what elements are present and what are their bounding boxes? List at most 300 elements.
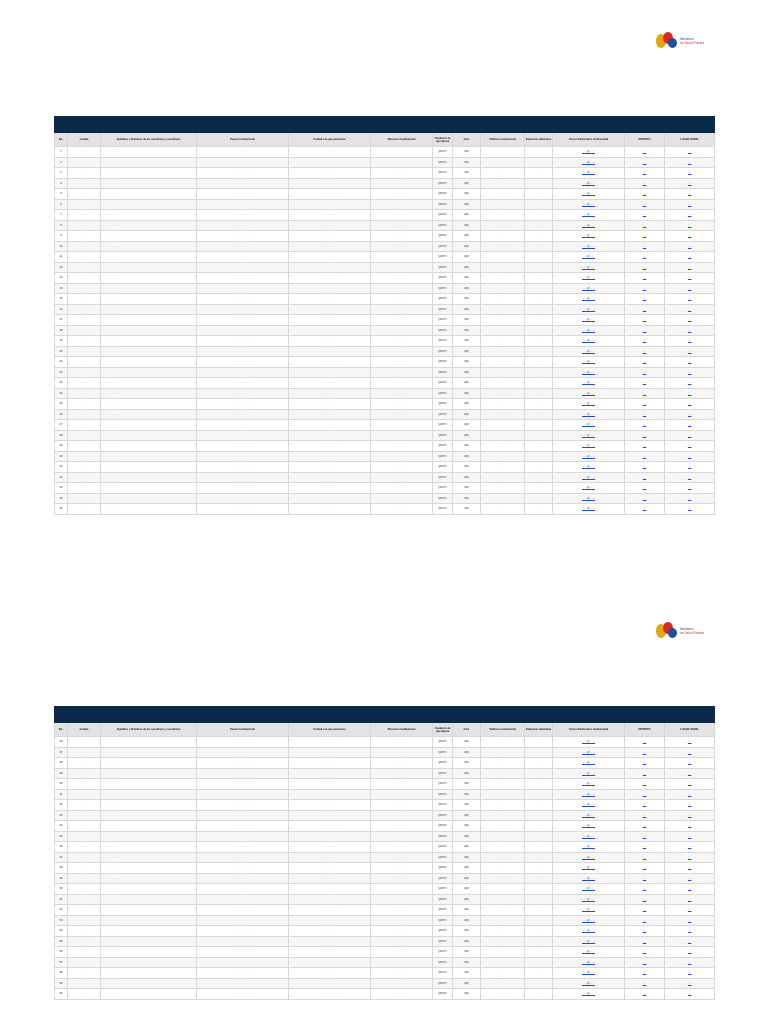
district-link[interactable]: ····	[625, 758, 665, 769]
zonal-link[interactable]: ····	[665, 409, 715, 420]
zonal-link[interactable]: ····	[665, 441, 715, 452]
zonal-link[interactable]: ····	[665, 504, 715, 515]
district-link[interactable]: ····	[625, 409, 665, 420]
area-code-cell: (02)	[453, 367, 481, 378]
email-link[interactable]: ······@······	[553, 789, 625, 800]
unit-cell: ··················	[289, 989, 371, 1000]
zonal-link[interactable]: ····	[665, 315, 715, 326]
table-row	[55, 842, 715, 853]
zonal-link[interactable]: ····	[665, 367, 715, 378]
address-cell: ···········	[371, 273, 433, 284]
phone-cell: ··· ····	[481, 873, 525, 884]
zonal-link[interactable]: ····	[665, 493, 715, 504]
email-link[interactable]: ······@······	[553, 210, 625, 221]
city-cell: QUITO	[433, 430, 453, 441]
email-link[interactable]: ······@······	[553, 894, 625, 905]
area-code-cell: (02)	[453, 294, 481, 305]
phone-cell: ··· ····	[481, 147, 525, 158]
district-link[interactable]: ····	[625, 483, 665, 494]
district-link[interactable]: ····	[625, 220, 665, 231]
email-link[interactable]: ······@······	[553, 220, 625, 231]
zonal-link[interactable]: ····	[665, 810, 715, 821]
email-link[interactable]: ······@······	[553, 947, 625, 958]
email-link[interactable]: ······@······	[553, 252, 625, 263]
zonal-link[interactable]: ····	[665, 262, 715, 273]
cedula-cell: ··········	[68, 936, 101, 947]
zonal-link[interactable]: ····	[665, 789, 715, 800]
zonal-link[interactable]: ····	[665, 936, 715, 947]
email-link[interactable]: ······@······	[553, 315, 625, 326]
district-link[interactable]: ····	[625, 451, 665, 462]
email-link[interactable]: ······@······	[553, 493, 625, 504]
email-link[interactable]: ······@······	[553, 325, 625, 336]
position-cell: ····················	[197, 957, 289, 968]
district-link[interactable]: ····	[625, 936, 665, 947]
unit-cell: ··················	[289, 947, 371, 958]
district-link[interactable]: ····	[625, 789, 665, 800]
employee-name-cell: ····················	[101, 842, 197, 853]
zonal-link[interactable]: ····	[665, 231, 715, 242]
district-link[interactable]: ····	[625, 821, 665, 832]
district-link[interactable]: ····	[625, 346, 665, 357]
zonal-link[interactable]: ····	[665, 220, 715, 231]
zonal-link[interactable]: ····	[665, 968, 715, 979]
zonal-link[interactable]: ····	[665, 199, 715, 210]
position-cell: ····················	[197, 472, 289, 483]
district-link[interactable]: ····	[625, 378, 665, 389]
unit-cell: ··················	[289, 936, 371, 947]
unit-cell: ··················	[289, 441, 371, 452]
employee-name-cell: ····················	[101, 241, 197, 252]
employee-name-cell: ····················	[101, 884, 197, 895]
ministry-logo-text: Ministerio de Salud Pública	[680, 627, 704, 635]
area-code-cell: (02)	[453, 483, 481, 494]
unit-cell: ··················	[289, 283, 371, 294]
zonal-link[interactable]: ····	[665, 905, 715, 916]
zonal-link[interactable]: ····	[665, 483, 715, 494]
city-cell: QUITO	[433, 304, 453, 315]
email-link[interactable]: ······@······	[553, 504, 625, 515]
district-link[interactable]: ····	[625, 842, 665, 853]
column-header: LUGAR ZONAL	[665, 133, 715, 147]
area-code-cell: (02)	[453, 189, 481, 200]
extension-cell: ····	[525, 273, 553, 284]
unit-cell: ··················	[289, 863, 371, 874]
phone-cell: ··· ····	[481, 905, 525, 916]
email-link[interactable]: ······@······	[553, 768, 625, 779]
extension-cell: ····	[525, 758, 553, 769]
zonal-link[interactable]: ····	[665, 915, 715, 926]
zonal-link[interactable]: ····	[665, 378, 715, 389]
district-link[interactable]: ····	[625, 957, 665, 968]
district-link[interactable]: ····	[625, 800, 665, 811]
extension-cell: ····	[525, 968, 553, 979]
extension-cell: ····	[525, 472, 553, 483]
district-link[interactable]: ····	[625, 947, 665, 958]
zonal-link[interactable]: ····	[665, 357, 715, 368]
email-link[interactable]: ······@······	[553, 483, 625, 494]
cedula-cell: ··········	[68, 294, 101, 305]
email-link[interactable]: ······@······	[553, 915, 625, 926]
zonal-link[interactable]: ····	[665, 189, 715, 200]
district-link[interactable]: ····	[625, 989, 665, 1000]
district-link[interactable]: ····	[625, 831, 665, 842]
area-code-cell: (02)	[453, 441, 481, 452]
district-link[interactable]: ····	[625, 873, 665, 884]
email-link[interactable]: ······@······	[553, 451, 625, 462]
email-link[interactable]: ······@······	[553, 472, 625, 483]
address-cell: ···········	[371, 978, 433, 989]
row-number-cell: 20	[55, 346, 68, 357]
city-cell: QUITO	[433, 168, 453, 179]
address-cell: ···········	[371, 315, 433, 326]
district-link[interactable]: ····	[625, 472, 665, 483]
city-cell: QUITO	[433, 388, 453, 399]
email-link[interactable]: ······@······	[553, 168, 625, 179]
address-cell: ···········	[371, 220, 433, 231]
address-cell: ···········	[371, 147, 433, 158]
zonal-link[interactable]: ····	[665, 779, 715, 790]
unit-cell: ··················	[289, 336, 371, 347]
zonal-link[interactable]: ····	[665, 346, 715, 357]
ministry-logo-mark-icon	[656, 622, 678, 640]
email-link[interactable]: ······@······	[553, 989, 625, 1000]
zonal-link[interactable]: ····	[665, 388, 715, 399]
zonal-link[interactable]: ····	[665, 978, 715, 989]
zonal-link[interactable]: ····	[665, 336, 715, 347]
row-number-cell: 52	[55, 905, 68, 916]
zonal-link[interactable]: ····	[665, 863, 715, 874]
area-code-cell: (02)	[453, 462, 481, 473]
email-link[interactable]: ······@······	[553, 388, 625, 399]
district-link[interactable]: ····	[625, 420, 665, 431]
district-link[interactable]: ····	[625, 199, 665, 210]
table-row	[55, 241, 715, 252]
email-link[interactable]: ······@······	[553, 430, 625, 441]
cedula-cell: ··········	[68, 304, 101, 315]
email-link[interactable]: ······@······	[553, 747, 625, 758]
zonal-link[interactable]: ····	[665, 283, 715, 294]
city-cell: QUITO	[433, 283, 453, 294]
district-link[interactable]: ····	[625, 241, 665, 252]
position-cell: ····················	[197, 483, 289, 494]
row-number-cell: 47	[55, 852, 68, 863]
district-link[interactable]: ····	[625, 157, 665, 168]
district-link[interactable]: ····	[625, 189, 665, 200]
area-code-cell: (02)	[453, 199, 481, 210]
district-link[interactable]: ····	[625, 399, 665, 410]
zonal-link[interactable]: ····	[665, 304, 715, 315]
zonal-link[interactable]: ····	[665, 273, 715, 284]
table-row	[55, 978, 715, 989]
column-header: Teléfono institucional	[481, 133, 525, 147]
row-number-cell: 24	[55, 388, 68, 399]
city-cell: QUITO	[433, 789, 453, 800]
position-cell: ····················	[197, 779, 289, 790]
table-row	[55, 210, 715, 221]
zonal-link[interactable]: ····	[665, 852, 715, 863]
email-link[interactable]: ······@······	[553, 399, 625, 410]
email-link[interactable]: ······@······	[553, 968, 625, 979]
phone-cell: ··· ····	[481, 441, 525, 452]
employee-name-cell: ····················	[101, 388, 197, 399]
address-cell: ···········	[371, 947, 433, 958]
district-link[interactable]: ····	[625, 304, 665, 315]
email-link[interactable]: ······@······	[553, 810, 625, 821]
zonal-link[interactable]: ····	[665, 147, 715, 158]
email-link[interactable]: ······@······	[553, 199, 625, 210]
district-link[interactable]: ····	[625, 737, 665, 748]
zonal-link[interactable]: ····	[665, 399, 715, 410]
email-link[interactable]: ······@······	[553, 863, 625, 874]
zonal-link[interactable]: ····	[665, 462, 715, 473]
cedula-cell: ··········	[68, 779, 101, 790]
cedula-cell: ··········	[68, 989, 101, 1000]
district-link[interactable]: ····	[625, 357, 665, 368]
district-link[interactable]: ····	[625, 388, 665, 399]
extension-cell: ····	[525, 378, 553, 389]
email-link[interactable]: ······@······	[553, 367, 625, 378]
email-link[interactable]: ······@······	[553, 420, 625, 431]
district-link[interactable]: ····	[625, 147, 665, 158]
row-number-cell: 18	[55, 325, 68, 336]
email-link[interactable]: ······@······	[553, 737, 625, 748]
email-link[interactable]: ······@······	[553, 957, 625, 968]
row-number-cell: 25	[55, 399, 68, 410]
district-link[interactable]: ····	[625, 779, 665, 790]
email-link[interactable]: ······@······	[553, 357, 625, 368]
extension-cell: ····	[525, 315, 553, 326]
zonal-link[interactable]: ····	[665, 420, 715, 431]
city-cell: QUITO	[433, 441, 453, 452]
table-row	[55, 252, 715, 263]
zonal-link[interactable]: ····	[665, 210, 715, 221]
email-link[interactable]: ······@······	[553, 978, 625, 989]
row-number-cell: 38	[55, 758, 68, 769]
zonal-link[interactable]: ····	[665, 252, 715, 263]
district-link[interactable]: ····	[625, 336, 665, 347]
employee-name-cell: ····················	[101, 252, 197, 263]
district-link[interactable]: ····	[625, 325, 665, 336]
unit-cell: ··················	[289, 768, 371, 779]
district-link[interactable]: ····	[625, 294, 665, 305]
position-cell: ····················	[197, 304, 289, 315]
zonal-link[interactable]: ····	[665, 800, 715, 811]
document-page-2	[0, 560, 768, 1024]
row-number-cell: 36	[55, 737, 68, 748]
cedula-cell: ··········	[68, 747, 101, 758]
table-row	[55, 957, 715, 968]
ministry-logo	[656, 622, 716, 640]
district-link[interactable]: ····	[625, 252, 665, 263]
city-cell: QUITO	[433, 968, 453, 979]
email-link[interactable]: ······@······	[553, 905, 625, 916]
district-link[interactable]: ····	[625, 168, 665, 179]
district-link[interactable]: ····	[625, 493, 665, 504]
district-link[interactable]: ····	[625, 283, 665, 294]
email-link[interactable]: ······@······	[553, 873, 625, 884]
district-link[interactable]: ····	[625, 884, 665, 895]
position-cell: ····················	[197, 462, 289, 473]
district-link[interactable]: ····	[625, 430, 665, 441]
directory-table-page-2	[54, 706, 715, 1000]
zonal-link[interactable]: ····	[665, 831, 715, 842]
email-link[interactable]: ······@······	[553, 283, 625, 294]
email-link[interactable]: ······@······	[553, 936, 625, 947]
email-link[interactable]: ······@······	[553, 409, 625, 420]
column-header: No.	[55, 723, 68, 737]
district-link[interactable]: ····	[625, 273, 665, 284]
area-code-cell: (02)	[453, 831, 481, 842]
area-code-cell: (02)	[453, 947, 481, 958]
district-link[interactable]: ····	[625, 905, 665, 916]
employee-name-cell: ····················	[101, 873, 197, 884]
unit-cell: ··················	[289, 747, 371, 758]
column-header: Puesto Institucional	[197, 133, 289, 147]
district-link[interactable]: ····	[625, 231, 665, 242]
employee-name-cell: ····················	[101, 378, 197, 389]
cedula-cell: ··········	[68, 357, 101, 368]
district-link[interactable]: ····	[625, 178, 665, 189]
email-link[interactable]: ······@······	[553, 157, 625, 168]
zonal-link[interactable]: ····	[665, 241, 715, 252]
zonal-link[interactable]: ····	[665, 947, 715, 958]
address-cell: ···········	[371, 493, 433, 504]
district-link[interactable]: ····	[625, 210, 665, 221]
address-cell: ···········	[371, 915, 433, 926]
address-cell: ···········	[371, 409, 433, 420]
email-link[interactable]: ······@······	[553, 147, 625, 158]
district-link[interactable]: ····	[625, 367, 665, 378]
area-code-cell: (02)	[453, 252, 481, 263]
zonal-link[interactable]: ····	[665, 821, 715, 832]
phone-cell: ··· ····	[481, 252, 525, 263]
position-cell: ····················	[197, 273, 289, 284]
address-cell: ···········	[371, 199, 433, 210]
district-link[interactable]: ····	[625, 462, 665, 473]
district-link[interactable]: ····	[625, 315, 665, 326]
email-link[interactable]: ······@······	[553, 926, 625, 937]
table-row	[55, 294, 715, 305]
district-link[interactable]: ····	[625, 768, 665, 779]
district-link[interactable]: ····	[625, 852, 665, 863]
zonal-link[interactable]: ····	[665, 168, 715, 179]
extension-cell: ····	[525, 241, 553, 252]
email-link[interactable]: ······@······	[553, 441, 625, 452]
table-row	[55, 493, 715, 504]
zonal-link[interactable]: ····	[665, 325, 715, 336]
email-link[interactable]: ······@······	[553, 831, 625, 842]
extension-cell: ····	[525, 336, 553, 347]
district-link[interactable]: ····	[625, 504, 665, 515]
district-link[interactable]: ····	[625, 810, 665, 821]
zonal-link[interactable]: ····	[665, 472, 715, 483]
district-link[interactable]: ····	[625, 747, 665, 758]
email-link[interactable]: ······@······	[553, 462, 625, 473]
zonal-link[interactable]: ····	[665, 430, 715, 441]
area-code-cell: (02)	[453, 472, 481, 483]
row-number-cell: 59	[55, 978, 68, 989]
email-link[interactable]: ······@······	[553, 800, 625, 811]
zonal-link[interactable]: ····	[665, 157, 715, 168]
district-link[interactable]: ····	[625, 262, 665, 273]
employee-name-cell: ····················	[101, 968, 197, 979]
email-link[interactable]: ······@······	[553, 346, 625, 357]
zonal-link[interactable]: ····	[665, 294, 715, 305]
row-number-cell: 49	[55, 873, 68, 884]
zonal-link[interactable]: ····	[665, 873, 715, 884]
zonal-link[interactable]: ····	[665, 842, 715, 853]
district-link[interactable]: ····	[625, 915, 665, 926]
email-link[interactable]: ······@······	[553, 273, 625, 284]
email-link[interactable]: ······@······	[553, 821, 625, 832]
email-link[interactable]: ······@······	[553, 189, 625, 200]
zonal-link[interactable]: ····	[665, 884, 715, 895]
address-cell: ···········	[371, 504, 433, 515]
email-link[interactable]: ······@······	[553, 852, 625, 863]
city-cell: QUITO	[433, 262, 453, 273]
unit-cell: ··················	[289, 430, 371, 441]
zonal-link[interactable]: ····	[665, 747, 715, 758]
email-link[interactable]: ······@······	[553, 241, 625, 252]
table-row	[55, 800, 715, 811]
zonal-link[interactable]: ····	[665, 768, 715, 779]
city-cell: QUITO	[433, 252, 453, 263]
table-row	[55, 367, 715, 378]
district-link[interactable]: ····	[625, 441, 665, 452]
district-link[interactable]: ····	[625, 863, 665, 874]
district-link[interactable]: ····	[625, 978, 665, 989]
zonal-link[interactable]: ····	[665, 758, 715, 769]
email-link[interactable]: ······@······	[553, 378, 625, 389]
employee-name-cell: ····················	[101, 399, 197, 410]
district-link[interactable]: ····	[625, 926, 665, 937]
area-code-cell: (02)	[453, 357, 481, 368]
email-link[interactable]: ······@······	[553, 304, 625, 315]
email-link[interactable]: ······@······	[553, 842, 625, 853]
email-link[interactable]: ······@······	[553, 231, 625, 242]
email-link[interactable]: ······@······	[553, 336, 625, 347]
district-link[interactable]: ····	[625, 968, 665, 979]
email-link[interactable]: ······@······	[553, 178, 625, 189]
email-link[interactable]: ······@······	[553, 758, 625, 769]
email-link[interactable]: ······@······	[553, 779, 625, 790]
column-header: Correo Electrónico institucional	[553, 723, 625, 737]
zonal-link[interactable]: ····	[665, 989, 715, 1000]
unit-cell: ··················	[289, 779, 371, 790]
zonal-link[interactable]: ····	[665, 957, 715, 968]
position-cell: ····················	[197, 262, 289, 273]
zonal-link[interactable]: ····	[665, 894, 715, 905]
table-row	[55, 936, 715, 947]
area-code-cell: (02)	[453, 863, 481, 874]
area-code-cell: (02)	[453, 989, 481, 1000]
district-link[interactable]: ····	[625, 894, 665, 905]
extension-cell: ····	[525, 199, 553, 210]
zonal-link[interactable]: ····	[665, 737, 715, 748]
zonal-link[interactable]: ····	[665, 451, 715, 462]
employee-name-cell: ····················	[101, 894, 197, 905]
extension-cell: ····	[525, 220, 553, 231]
email-link[interactable]: ······@······	[553, 884, 625, 895]
email-link[interactable]: ······@······	[553, 262, 625, 273]
zonal-link[interactable]: ····	[665, 178, 715, 189]
city-cell: QUITO	[433, 842, 453, 853]
zonal-link[interactable]: ····	[665, 926, 715, 937]
phone-cell: ··· ····	[481, 168, 525, 179]
email-link[interactable]: ······@······	[553, 294, 625, 305]
table-row	[55, 168, 715, 179]
